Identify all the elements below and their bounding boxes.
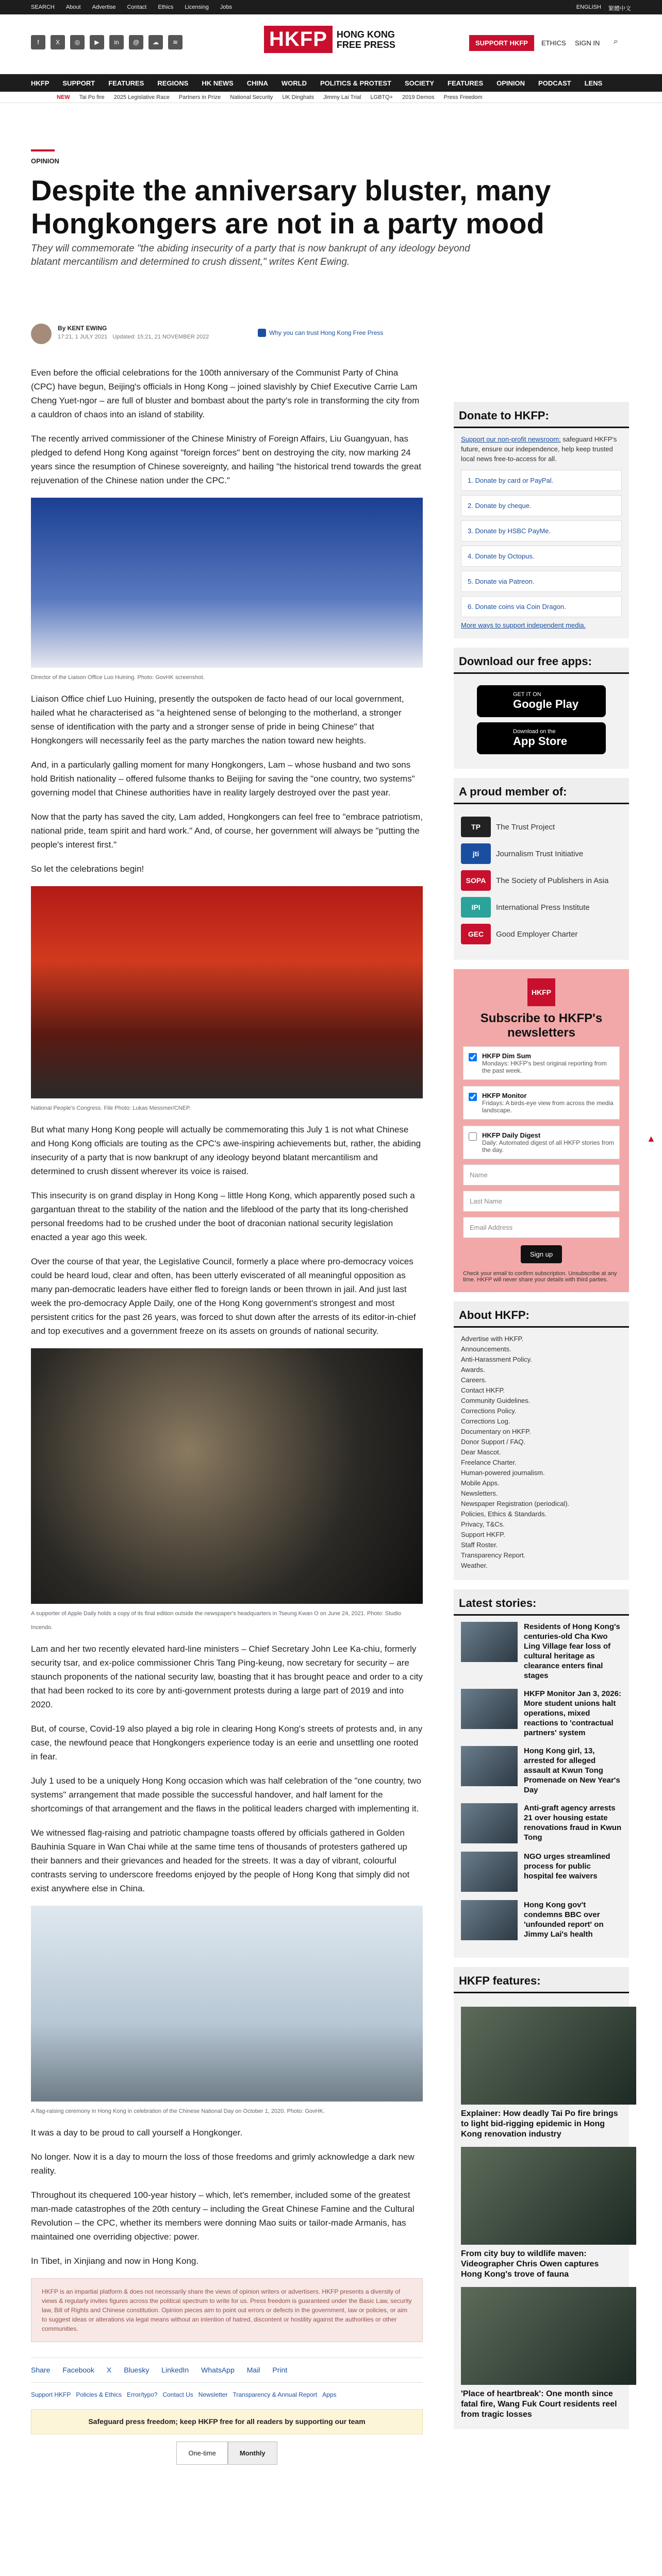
share-link[interactable]: LinkedIn: [161, 2366, 189, 2374]
story-title[interactable]: HKFP Monitor Jan 3, 2026: More student unions halt operations, mixed reactions to 'contractual partners' system: [524, 1689, 621, 1737]
topbar-link[interactable]: Ethics: [158, 4, 174, 10]
story-thumbnail[interactable]: [461, 1900, 518, 1940]
donate-lead-text: safeguard HKFP's future, ensure our independence, help keep trusted local news free-to-access for all.: [461, 435, 617, 463]
paragraph: July 1 used to be a uniquely Hong Kong occasion which was half celebration of the "one country, two systems" arrangement that made possible the successful handover, and half lament for the shortcomings of that arrangement and the flaws in the political leaders charged with implementing it.: [31, 1776, 422, 1814]
photo-luo-huining[interactable]: [31, 498, 423, 668]
paragraph: And, in a particularly galling moment for many Hongkongers, Lam – whose husband and two sons hold British nationality – offered fulsome thanks to Beijing for saving the "one country, two systems" governing model that Chinese authorities have in reality largely destroyed over the past year.: [31, 760, 415, 798]
donate-option[interactable]: 5. Donate via Patreon.: [461, 571, 622, 592]
email-field[interactable]: Email Address: [463, 1217, 620, 1238]
paragraph: We witnessed flag-raising and patriotic champagne toasts offered by officials gathered in Golden Bauhinia Square in Wan Chai while at the same time tens of thousands of protesters gathered up their banners and their grievances and headed for the streets. It was a day of vibrant, colourful contrasts serving to underscore freedoms enjoyed by the people of Hong Kong that simply did not exist anywhere else in China.: [31, 1828, 410, 1893]
bluesky-icon[interactable]: ☁: [148, 35, 163, 49]
newsletter-checkbox[interactable]: [469, 1132, 477, 1141]
topbar-link[interactable]: SEARCH: [31, 4, 55, 10]
byline: [31, 320, 423, 347]
story-thumbnail[interactable]: [461, 1622, 518, 1662]
feature-title[interactable]: From city buy to wildlife maven: Videographer Chris Owen captures Hong Kong's trove of fauna: [461, 2249, 599, 2279]
app-store-badge[interactable]: Download on the App Store: [477, 722, 606, 754]
trending-item[interactable]: LGBTQ+: [370, 94, 393, 100]
category-rule: [31, 149, 55, 151]
about-link[interactable]: Weather.: [461, 1562, 488, 1569]
nav-item[interactable]: WORLD: [281, 79, 307, 87]
donate-box: [454, 428, 629, 638]
sign-in-link[interactable]: SIGN IN: [575, 39, 600, 47]
story-title[interactable]: Hong Kong gov't condemns BBC over 'unfounded report' on Jimmy Lai's health: [524, 1901, 604, 1939]
donate-lead-link[interactable]: Support our non-profit newsroom:: [461, 435, 561, 443]
language-link[interactable]: ENGLISH: [576, 4, 601, 10]
support-button[interactable]: SUPPORT HKFP: [469, 35, 534, 51]
member-logo-icon: jti: [461, 843, 491, 864]
paragraph: Even before the official celebrations for the 100th anniversary of the Communist Party of China (CPC) have begun, Beijing's officials in Hong Kong – joined slavishly by Chief Executive Carrie Lam Cheng Yuet-ngor – are full of bluster and bombast about the party's role in transforming the city from a cauldron of chaos into an island of stability.: [31, 368, 420, 419]
paragraph: In Tibet, in Xinjiang and now in Hong Kong.: [31, 2256, 199, 2266]
paragraph: So let the celebrations begin!: [31, 864, 144, 874]
newsletter-fineprint: Check your email to confirm subscription. Unsubscribe at any time. HKFP will never share your details with third parties.: [463, 1270, 617, 1283]
article-footer-links: [31, 2388, 423, 2402]
about-link[interactable]: Contact HKFP.: [461, 1386, 505, 1394]
google-news-icon: [258, 329, 266, 337]
nav-item[interactable]: REGIONS: [157, 79, 189, 87]
paragraph: Now that the party has saved the city, Lam added, Hongkongers can feel free to "embrace patriotism, national pride, team spirit and hard work." And, of course, her government will always be "putting the people's interest first.": [31, 812, 423, 850]
newsletter-option[interactable]: [463, 1126, 620, 1159]
member-logo-icon: TP: [461, 817, 491, 837]
paragraph: The recently arrived commissioner of the Chinese Ministry of Foreign Affairs, Liu Guangyuan, has pledged to defend Hong Kong against "foreign forces" bent on destroying the city, now marking 24 years since the resumption of Chinese sovereignty, and hailing "the historical trend towards the great rejuvenation of the Chinese nation under the CPC.": [31, 434, 421, 485]
paragraph: It was a day to be proud to call yourself a Hongkonger.: [31, 2128, 243, 2138]
latest-story[interactable]: [461, 1803, 622, 1843]
name-field[interactable]: Name: [463, 1164, 620, 1185]
latest-story[interactable]: [461, 1746, 622, 1795]
member-org[interactable]: [461, 817, 622, 837]
paragraph: Throughout its chequered 100-year history – which, let's remember, included some of the greatest man-made catastrophes of the 20th century – including the Great Chinese Famine and the Cultural Revolution – the CPC, whether its members were donning Mao suits or tailor-made Armanis, has maintained one overriding objective: power.: [31, 2190, 415, 2242]
member-box: [454, 804, 629, 960]
about-link[interactable]: Mobile Apps.: [461, 1479, 500, 1487]
newsletter-desc: Daily: Automated digest of all HKFP stories from the day.: [482, 1139, 614, 1154]
figure: [31, 1348, 423, 1635]
article-headline: Despite the anniversary bluster, many Hongkongers are not in a party mood: [31, 174, 551, 240]
caption: Director of the Liaison Office Luo Huining. Photo: GovHK screenshot.: [31, 674, 205, 681]
features-heading: HKFP features:: [454, 1967, 629, 1993]
share-link[interactable]: Facebook: [62, 2366, 94, 2374]
about-link[interactable]: Newspaper Registration (periodical).: [461, 1500, 570, 1507]
nav-item[interactable]: FEATURES: [448, 79, 484, 87]
donate-option[interactable]: 6. Donate coins via Coin Dragon.: [461, 596, 622, 617]
about-link[interactable]: Anti-Harassment Policy.: [461, 1355, 532, 1363]
about-link[interactable]: Community Guidelines.: [461, 1397, 531, 1404]
tab-monthly[interactable]: Monthly: [228, 2442, 277, 2465]
latest-heading: Latest stories:: [454, 1589, 629, 1616]
photo-flag-raising[interactable]: [31, 1906, 423, 2102]
share-bar: [31, 2358, 423, 2383]
paragraph: Over the course of that year, the Legislative Council, formerly a place where pro-democracy voices could be heard loud, clear and often, has been utterly eviscerated of all meaningful opposition as many pan-democratic leaders have either fled to foreign lands or been thrown in jail. And just last week the pro-democracy Apple Daily, one of the Hong Kong government's strongest and most persistent critics for the past 26 years, was forced to shut down after the arrests of its editor-in-chief and top executives and a government freeze on its assets on grounds of national security.: [31, 1257, 416, 1336]
about-link[interactable]: Donor Support / FAQ.: [461, 1438, 526, 1446]
feature-image[interactable]: [461, 2147, 636, 2245]
member-logo-icon: GEC: [461, 924, 491, 944]
feature-title[interactable]: 'Place of heartbreak': One month since fatal fire, Wang Fuk Court residents reel from tragic losses: [461, 2389, 617, 2419]
trending-item[interactable]: 2025 Legislative Race: [113, 94, 170, 100]
brand-header: [0, 14, 662, 74]
updated-date: Updated: 15:21, 21 NOVEMBER 2022: [112, 334, 209, 340]
footer-link[interactable]: Newsletter: [198, 2391, 228, 2398]
newsletter-option[interactable]: [463, 1046, 620, 1080]
trending-item[interactable]: Partners in Prize: [178, 94, 221, 100]
member-org[interactable]: [461, 897, 622, 918]
newsletter-desc: Fridays: A birds-eye view from across the media landscape.: [482, 1099, 614, 1114]
more-ways-link[interactable]: More ways to support independent media.: [461, 621, 586, 629]
topbar-link[interactable]: Advertise: [92, 4, 116, 10]
newsletter-checkbox[interactable]: [469, 1053, 477, 1061]
nav-item[interactable]: POLITICS & PROTEST: [320, 79, 391, 87]
about-box: [454, 1328, 629, 1580]
paragraph: No longer. Now it is a day to mourn the loss of those freedoms and grimly acknowledge a dark new reality.: [31, 2152, 415, 2176]
story-thumbnail[interactable]: [461, 1852, 518, 1892]
figure: [31, 1906, 423, 2119]
story-title[interactable]: NGO urges streamlined process for public hospital fee waivers: [524, 1852, 610, 1880]
main-nav: [0, 74, 662, 92]
back-to-top-icon[interactable]: ▲: [647, 1133, 656, 1144]
nav-item[interactable]: CHINA: [246, 79, 268, 87]
features-box: [454, 1993, 629, 2429]
member-logo-icon: IPI: [461, 897, 491, 918]
logo-mark: HKFP: [264, 26, 333, 53]
member-name: International Press Institute: [496, 903, 590, 912]
support-strip[interactable]: Safeguard press freedom; keep HKFP free for all readers by supporting our team: [31, 2409, 423, 2434]
about-link[interactable]: Dear Mascot.: [461, 1448, 501, 1456]
member-org[interactable]: [461, 870, 622, 891]
figure: [31, 886, 423, 1115]
about-link[interactable]: Newsletters.: [461, 1489, 498, 1497]
trending-bar: [0, 92, 662, 103]
language-link[interactable]: 繁體中文: [608, 6, 631, 12]
apps-heading: Download our free apps:: [454, 648, 629, 674]
topbar-link[interactable]: Contact: [127, 4, 147, 10]
donate-option[interactable]: 2. Donate by cheque.: [461, 495, 622, 516]
hkfp-logo-icon: HKFP: [527, 978, 555, 1006]
newsletter-box: [454, 969, 629, 1292]
paragraph: But, of course, Covid-19 also played a big role in clearing Hong Kong's streets of protests and, in any case, the newfound peace that Hongkongers experience today is an eerie and unsettling one rooted in fear.: [31, 1724, 423, 1761]
latest-story[interactable]: [461, 1689, 622, 1738]
about-link[interactable]: Staff Roster.: [461, 1541, 498, 1549]
nav-item[interactable]: LENS: [584, 79, 603, 87]
feature-image[interactable]: [461, 2287, 636, 2385]
topbar-link[interactable]: Licensing: [185, 4, 209, 10]
share-link[interactable]: Bluesky: [124, 2366, 150, 2374]
instagram-icon[interactable]: ◎: [70, 35, 85, 49]
member-name: The Society of Publishers in Asia: [496, 876, 609, 885]
share-link[interactable]: Print: [272, 2366, 288, 2374]
author-name[interactable]: By KENT EWING: [58, 325, 107, 332]
nav-item[interactable]: FEATURES: [108, 79, 144, 87]
nav-item[interactable]: OPINION: [496, 79, 525, 87]
donate-option[interactable]: 1. Donate by card or PayPal.: [461, 470, 622, 491]
latest-story[interactable]: [461, 1900, 622, 1940]
share-link[interactable]: X: [106, 2366, 112, 2374]
footer-link[interactable]: Policies & Ethics: [76, 2391, 122, 2398]
donation-frequency-tabs: [31, 2442, 423, 2465]
about-link[interactable]: Policies, Ethics & Standards.: [461, 1510, 547, 1518]
trust-link[interactable]: Why you can trust Hong Kong Free Press: [258, 329, 383, 337]
story-title[interactable]: Hong Kong girl, 13, arrested for alleged assault at Kwun Tong Promenade on New Year's Day: [524, 1747, 620, 1794]
search-icon[interactable]: ⌕: [614, 37, 618, 46]
latest-story[interactable]: [461, 1852, 622, 1892]
story-title[interactable]: Residents of Hong Kong's centuries-old Cha Kwo Ling Village fear loss of cultural heritage as clearance enters final stages: [524, 1622, 620, 1680]
tab-one-time[interactable]: One-time: [176, 2442, 227, 2465]
trending-item[interactable]: 2019 Demos: [402, 94, 435, 100]
newsletter-name: HKFP Dim Sum: [482, 1052, 532, 1060]
publish-date: 17:21, 1 JULY 2021: [58, 334, 108, 340]
topbar-link[interactable]: Jobs: [220, 4, 233, 10]
footer-link[interactable]: Error/typo?: [127, 2391, 158, 2398]
paragraph: This insecurity is on grand display in Hong Kong – little Hong Kong, which apparently posed such a gargantuan threat to the stability of the nation and the lifeblood of the party that its long-cherished personal freedoms had to be crushed under the boot of draconian national security legislation enacted a year ago this week.: [31, 1191, 415, 1242]
paragraph: Liaison Office chief Luo Huining, presently the outspoken de facto head of our local government, hailed what he characterised as "a heightened sense of belonging to the motherland, a stronger sense of identification with the party and a stronger sense of pride in being Chinese" that Hongkongers will necessarily feel as the party marches the nation toward new heights.: [31, 694, 404, 745]
nav-item[interactable]: SOCIETY: [404, 79, 435, 87]
paragraph: But what many Hong Kong people will actually be commemorating this July 1 is not what Chinese and Hong Kong officials are touting as the CPC's awe-inspiring achievements but, rather, the abiding insecurity of a party that is now bankrupt of any ideology beyond blatant mercantilism and determined to crush dissent wherever its voice is raised.: [31, 1125, 421, 1176]
share-link: Share: [31, 2366, 51, 2374]
threads-icon[interactable]: @: [129, 35, 143, 49]
trending-item[interactable]: Jimmy Lai Trial: [323, 94, 361, 100]
footer-link[interactable]: Support HKFP: [31, 2391, 71, 2398]
about-link[interactable]: Announcements.: [461, 1345, 511, 1353]
about-link[interactable]: Freelance Charter.: [461, 1459, 517, 1466]
google-play-badge[interactable]: GET IT ON Google Play: [477, 685, 606, 717]
feature-image[interactable]: [461, 2007, 636, 2105]
signup-button[interactable]: Sign up: [521, 1245, 562, 1263]
trending-item[interactable]: Press Freedom: [443, 94, 483, 100]
last-name-field[interactable]: Last Name: [463, 1191, 620, 1212]
latest-box: [454, 1616, 629, 1958]
figure: [31, 498, 423, 685]
about-link[interactable]: Human-powered journalism.: [461, 1469, 545, 1477]
donate-heading: Donate to HKFP:: [454, 402, 629, 428]
footer-link[interactable]: Apps: [322, 2391, 337, 2398]
caption: National People's Congress. File Photo: Lukas Messmer/CNEP.: [31, 1105, 191, 1111]
nav-item[interactable]: HKFP: [31, 79, 49, 87]
story-thumbnail[interactable]: [461, 1746, 518, 1786]
share-link[interactable]: Mail: [246, 2366, 260, 2374]
about-link[interactable]: Corrections Policy.: [461, 1407, 517, 1415]
photo-npc[interactable]: [31, 886, 423, 1098]
share-link[interactable]: WhatsApp: [201, 2366, 235, 2374]
caption: A supporter of Apple Daily holds a copy of its final edition outside the newspaper's headquarters in Tseung Kwan O on June 24, 2021. Photo: Studio Incendo.: [31, 1611, 401, 1631]
site-logo[interactable]: [264, 26, 395, 53]
newsletter-option[interactable]: [463, 1086, 620, 1120]
nav-item[interactable]: SUPPORT: [62, 79, 95, 87]
ethics-link[interactable]: ETHICS: [541, 39, 566, 47]
donate-option[interactable]: 4. Donate by Octopus.: [461, 546, 622, 567]
newsletter-name: HKFP Monitor: [482, 1092, 527, 1099]
trending-label: NEW: [57, 94, 70, 100]
article-category[interactable]: OPINION: [31, 157, 59, 165]
member-org[interactable]: [461, 924, 622, 944]
member-heading: A proud member of:: [454, 778, 629, 804]
logo-line2: FREE PRESS: [336, 39, 395, 50]
about-link[interactable]: Advertise with HKFP.: [461, 1335, 524, 1343]
nav-item[interactable]: PODCAST: [538, 79, 571, 87]
story-thumbnail[interactable]: [461, 1803, 518, 1843]
story-thumbnail[interactable]: [461, 1689, 518, 1729]
trending-item[interactable]: Tai Po fire: [79, 94, 105, 100]
linkedin-icon[interactable]: in: [109, 35, 124, 49]
member-logo-icon: SOPA: [461, 870, 491, 891]
article-dek: They will commemorate "the abiding insecurity of a party that is now bankrupt of any ideology beyond blatant mercantilism and determined to crush dissent," writes Kent Ewing.: [31, 243, 470, 267]
paragraph: Lam and her two recently elevated hard-line ministers – Chief Secretary John Lee Ka-chiu, formerly security tsar, and ex-police commissioner Chris Tang Ping-keung, now secretary for security – are staunch proponents of the national security law, boasting that it has brought peace and order to a city that had been rocked to its core by anti-government protests during a large part of 2019 and into 2020.: [31, 1644, 423, 1709]
member-org[interactable]: [461, 843, 622, 864]
newsletter-checkbox[interactable]: [469, 1093, 477, 1101]
topbar-link[interactable]: About: [65, 4, 81, 10]
newsletter-desc: Mondays: HKFP's best original reporting from the past week.: [482, 1060, 607, 1074]
newsletter-heading: Subscribe to HKFP's newsletters: [480, 1011, 603, 1040]
youtube-icon[interactable]: ▶: [90, 35, 104, 49]
caption: A flag-raising ceremony in Hong Kong in celebration of the Chinese National Day on October 1, 2020. Photo: GovHK.: [31, 2108, 325, 2114]
article-body: [31, 366, 423, 2465]
x-icon[interactable]: X: [51, 35, 65, 49]
about-heading: About HKFP:: [454, 1301, 629, 1328]
nav-item[interactable]: HK NEWS: [202, 79, 234, 87]
story-title[interactable]: Anti-graft agency arrests 21 over housing estate renovations fraud in Kwun Tong: [524, 1804, 622, 1842]
footer-link[interactable]: Transparency & Annual Report: [233, 2391, 318, 2398]
feature-title[interactable]: Explainer: How deadly Tai Po fire brings to light bid-rigging epidemic in Hong Kong renovation industry: [461, 2109, 618, 2139]
about-link[interactable]: Support HKFP.: [461, 1531, 505, 1538]
about-link[interactable]: Privacy, T&Cs.: [461, 1520, 505, 1528]
trending-item[interactable]: National Security: [230, 94, 273, 100]
trending-item[interactable]: UK Dinghats: [282, 94, 315, 100]
about-link[interactable]: Documentary on HKFP.: [461, 1428, 531, 1435]
author-avatar: [31, 324, 52, 344]
facebook-icon[interactable]: f: [31, 35, 45, 49]
apps-box: [454, 674, 629, 769]
footer-link[interactable]: Contact Us: [162, 2391, 193, 2398]
about-link[interactable]: Awards.: [461, 1366, 485, 1374]
latest-story[interactable]: [461, 1622, 622, 1681]
social-links: [31, 35, 183, 49]
member-name: Good Employer Charter: [496, 929, 578, 939]
donate-option[interactable]: 3. Donate by HSBC PayMe.: [461, 520, 622, 541]
about-link[interactable]: Careers.: [461, 1376, 487, 1384]
sidebar: [454, 402, 629, 2438]
rss-icon[interactable]: ≋: [168, 35, 183, 49]
photo-apple-daily[interactable]: [31, 1348, 423, 1604]
about-link[interactable]: Corrections Log.: [461, 1417, 510, 1425]
member-name: The Trust Project: [496, 822, 555, 832]
member-name: Journalism Trust Initiative: [496, 849, 584, 858]
newsletter-name: HKFP Daily Digest: [482, 1131, 541, 1139]
about-link[interactable]: Transparency Report.: [461, 1551, 526, 1559]
disclaimer-box: HKFP is an impartial platform & does not necessarily share the views of opinion writers or advertisers. HKFP presents a diversity of views & regularly invites figures across the political spectrum to write for us. Press freedom is guaranteed under the Basic Law, security law, Bill of Rights and Chinese constitution. Opinion pieces aim to point out errors or defects in the government, law or policies, or aim to suggest ideas or alterations via legal means without an intention of hatred, discontent or hostility against the authorities or other communities.: [31, 2278, 423, 2342]
logo-line1: HONG KONG: [336, 29, 395, 40]
top-utility-bar: [0, 0, 662, 14]
